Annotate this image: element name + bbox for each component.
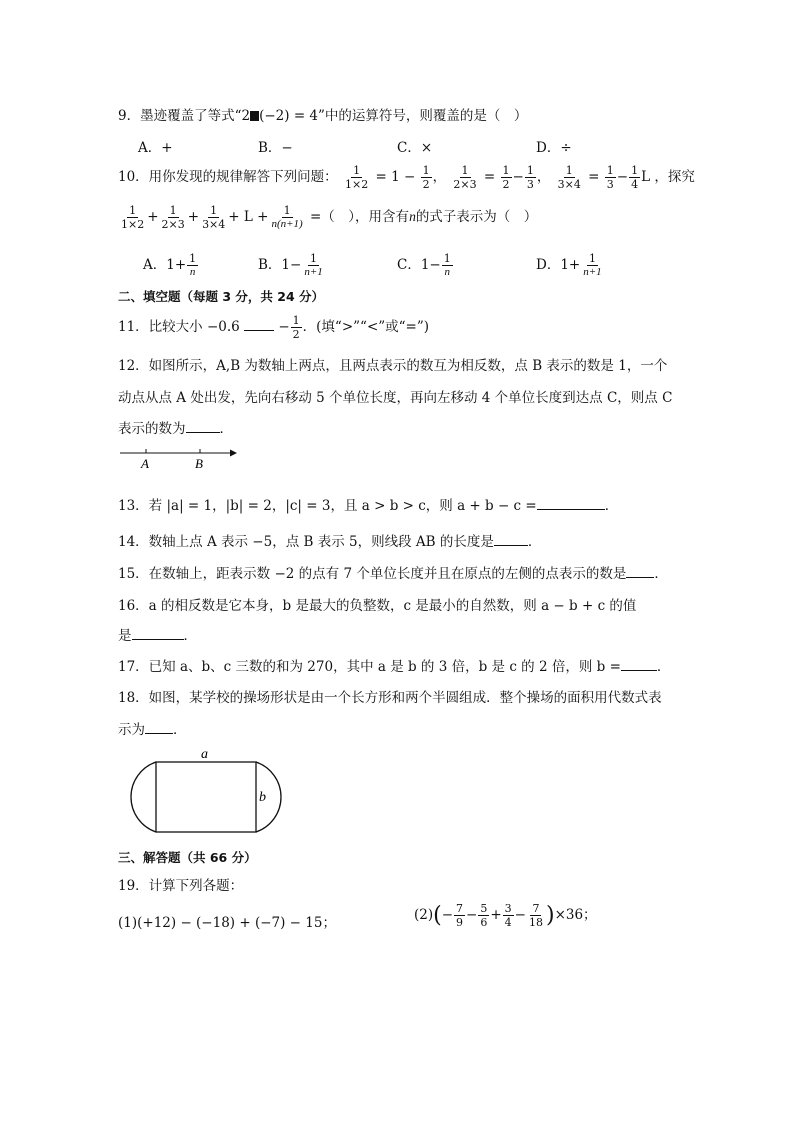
q10-stem: 10．用你发现的规律解答下列问题： bbox=[118, 169, 338, 185]
q14-end: ． bbox=[527, 534, 542, 550]
question-12-line2: 动点从点 A 处出发，先向右移动 5 个单位长度，再向左移动 4 个单位长度到达点 C，则点 C bbox=[118, 390, 673, 406]
label-b: b bbox=[259, 790, 266, 805]
fraction bbox=[343, 164, 370, 191]
math-text: − bbox=[441, 907, 454, 923]
fraction bbox=[160, 204, 187, 231]
q11-stem: 11．比较大小 −0.6 bbox=[118, 319, 245, 335]
question-16-line2 bbox=[118, 624, 197, 644]
q16-end: ． bbox=[183, 628, 197, 644]
frac-num: 1 bbox=[292, 314, 300, 327]
math-var: n bbox=[409, 209, 416, 224]
question-19-part1: (1)(+12) − (−18) + (−7) − 15； bbox=[118, 915, 336, 931]
option-prefix: A．1+ bbox=[143, 257, 187, 273]
frac-den: n+1 bbox=[304, 266, 323, 278]
option-prefix: C．1− bbox=[397, 257, 441, 273]
question-18-line1: 18．如图，某学校的操场形状是由一个长方形和两个半圆组成．整个操场的面积用代数式表 bbox=[118, 690, 662, 706]
frac-den: 2 bbox=[502, 178, 510, 191]
math-text: − bbox=[514, 907, 526, 923]
math-text: + L + bbox=[228, 209, 269, 225]
frac-den: 4 bbox=[631, 178, 639, 191]
left-semicircle bbox=[131, 762, 156, 832]
frac-num: 1 bbox=[588, 252, 596, 265]
q18-stem: 示为 bbox=[118, 722, 145, 738]
frac-num: 1 bbox=[502, 164, 510, 177]
frac-num: 1 bbox=[189, 252, 197, 265]
math-text: − bbox=[274, 319, 290, 335]
frac-num: 1 bbox=[210, 204, 218, 217]
frac-den: 1×2 bbox=[344, 178, 369, 191]
frac-num: 1 bbox=[606, 164, 614, 177]
math-text: − bbox=[512, 169, 524, 185]
frac-num: 1 bbox=[283, 204, 291, 217]
q12-stem: 表示的数为 bbox=[118, 421, 186, 437]
frac-num: 7 bbox=[456, 902, 464, 915]
question-14 bbox=[118, 530, 541, 550]
section-3-heading: 三、解答题（共 66 分） bbox=[118, 850, 257, 865]
label-a: A bbox=[141, 456, 149, 471]
frac-num: 1 bbox=[565, 164, 573, 177]
frac-num: 1 bbox=[353, 164, 361, 177]
q10-stem-c: =（ ），用含有 bbox=[310, 209, 410, 225]
frac-num: 1 bbox=[443, 252, 451, 265]
option-prefix: D．1+ bbox=[536, 257, 581, 273]
question-15 bbox=[118, 562, 668, 582]
fraction bbox=[421, 164, 432, 191]
q10-option-d bbox=[536, 252, 605, 279]
question-12-line1: 12．如图所示，A,B 为数轴上两点，且两点表示的数互为相反数，点 B 表示的数是 1，一个 bbox=[118, 358, 668, 374]
answer-blank[interactable] bbox=[132, 628, 184, 640]
frac-den: 1×2 bbox=[121, 218, 145, 231]
question-11 bbox=[118, 314, 429, 341]
fraction bbox=[269, 204, 304, 231]
math-text: = bbox=[588, 169, 600, 185]
question-9 bbox=[118, 104, 527, 124]
fraction bbox=[581, 252, 603, 279]
math-text: ×36； bbox=[554, 907, 597, 923]
frac-den: 3 bbox=[526, 178, 534, 191]
frac-den: 6 bbox=[480, 916, 488, 929]
math-text: − bbox=[466, 907, 478, 923]
fraction bbox=[501, 164, 512, 191]
q17-end: ． bbox=[656, 659, 671, 675]
q17-stem: 17．已知 a、b、c 三数的和为 270，其中 a 是 b 的 3 倍，b 是 c 的 2 倍，则 b = bbox=[118, 659, 621, 675]
fraction bbox=[451, 164, 478, 191]
question-18-line2 bbox=[118, 718, 187, 738]
q9-stem: 9．墨迹覆盖了等式“ bbox=[118, 108, 242, 124]
label-a: a bbox=[201, 747, 208, 762]
q9-option-a: A．+ bbox=[138, 140, 173, 156]
q14-stem: 14．数轴上点 A 表示 −5，点 B 表示 5，则线段 AB 的长度是 bbox=[118, 534, 494, 550]
q10-stem-b: ，探究 bbox=[654, 169, 695, 185]
question-19-part2 bbox=[414, 902, 597, 929]
math-text: + bbox=[490, 907, 502, 923]
frac-num: 1 bbox=[631, 164, 639, 177]
q15-stem: 15．在数轴上，距表示数 −2 的点有 7 个单位长度并且在原点的左侧的点表示的数是 bbox=[118, 566, 627, 582]
question-10-line2: $\frac{1}{1\times 2}$ + $\frac{1}{2\times 3}$ + $\frac{1}{3\times 4}$ + L + $\frac{1}{n(n+1)}$ =（ ），用含有n的式子表示为（ ） bbox=[121, 204, 538, 231]
fraction bbox=[119, 204, 146, 231]
q9-option-c: C．× bbox=[397, 140, 433, 156]
question-16-line1: 16．a 的相反数是它本身，b 是最大的负整数，c 是最小的自然数，则 a − b + c 的值 bbox=[118, 598, 637, 614]
frac-den: 3×4 bbox=[202, 218, 226, 231]
playground-diagram bbox=[118, 744, 296, 836]
frac-den: n bbox=[189, 266, 196, 278]
q11-tail: ．(填“>”“<”或“=”) bbox=[302, 319, 430, 335]
answer-blank[interactable] bbox=[145, 722, 173, 734]
frac-num: 1 bbox=[526, 164, 534, 177]
fraction bbox=[302, 252, 324, 279]
answer-blank[interactable] bbox=[186, 421, 220, 433]
paren-close: ) bbox=[545, 903, 555, 928]
fraction bbox=[527, 902, 545, 929]
frac-den: 3×4 bbox=[557, 178, 581, 191]
fraction bbox=[478, 902, 489, 929]
q9-expr-left: 2 bbox=[241, 108, 251, 124]
q12-end: ． bbox=[219, 421, 233, 437]
label-b: B bbox=[195, 456, 203, 471]
fraction bbox=[629, 164, 640, 191]
frac-num: 1 bbox=[169, 204, 177, 217]
paren-open: ( bbox=[433, 903, 442, 928]
q10-option-b bbox=[258, 252, 326, 279]
frac-den: 9 bbox=[456, 916, 464, 929]
fraction bbox=[605, 164, 616, 191]
frac-den: 2 bbox=[292, 328, 300, 341]
question-19-stem: 19．计算下列各题： bbox=[118, 878, 244, 894]
frac-den: 2×3 bbox=[453, 178, 477, 191]
q10-option-c bbox=[397, 252, 454, 279]
frac-den: 3 bbox=[606, 178, 614, 191]
arrow-icon bbox=[230, 450, 237, 457]
math-text: = bbox=[483, 169, 496, 185]
q9-option-d: D．÷ bbox=[536, 140, 572, 156]
fraction bbox=[187, 252, 198, 279]
frac-num: 1 bbox=[461, 164, 469, 177]
frac-den: 2 bbox=[422, 178, 430, 191]
question-12-line3 bbox=[118, 417, 233, 437]
answer-blank[interactable] bbox=[537, 498, 605, 510]
fraction bbox=[556, 164, 583, 191]
frac-den: n+1 bbox=[583, 266, 602, 278]
math-text: L bbox=[641, 169, 651, 185]
q9-option-b: B．− bbox=[258, 140, 293, 156]
q10-option-a bbox=[143, 252, 199, 279]
answer-blank[interactable] bbox=[626, 566, 654, 578]
frac-num: 1 bbox=[310, 252, 318, 265]
frac-den: n(n+1) bbox=[271, 218, 303, 230]
fraction bbox=[503, 902, 514, 929]
frac-den: 2×3 bbox=[161, 218, 185, 231]
frac-den: 4 bbox=[504, 916, 512, 929]
q13-end: ． bbox=[604, 498, 619, 514]
fraction bbox=[200, 204, 227, 231]
q9-stem-end: ”中的运算符号，则覆盖的是（ ） bbox=[318, 108, 528, 124]
answer-blank[interactable] bbox=[621, 659, 657, 671]
q18-end: ． bbox=[173, 722, 187, 738]
frac-num: 3 bbox=[504, 902, 512, 915]
answer-blank[interactable] bbox=[494, 534, 528, 546]
question-17 bbox=[118, 655, 670, 675]
fraction bbox=[442, 252, 453, 279]
question-13 bbox=[118, 494, 618, 514]
frac-num: 7 bbox=[532, 902, 540, 915]
q13-stem: 13．若 |a| = 1，|b| = 2，|c| = 3，且 a > b > c，则 a + b − c = bbox=[118, 498, 537, 514]
frac-num: 1 bbox=[129, 204, 137, 217]
frac-num: 1 bbox=[422, 164, 430, 177]
math-text: = 1 − bbox=[375, 169, 416, 185]
q9-expr-right: (−2) = 4 bbox=[259, 108, 319, 124]
q15-end: ． bbox=[654, 566, 668, 582]
number-line-diagram bbox=[118, 442, 243, 472]
question-10-line1: 10．用你发现的规律解答下列问题： $\frac{1}{1\times 2}$ = 1 − $\frac{1}{2}$ ， $\frac{1}{2\times 3}$ = $\frac{1}{2}$ − $\frac{1}{3}$ ， $\frac{1}{3\times 4}$ = $\frac{1}{3}$ − $\frac{1}{4}$ L ，探究 bbox=[118, 164, 695, 191]
q16-stem: 是 bbox=[118, 628, 132, 644]
option-prefix: B．1− bbox=[258, 257, 302, 273]
frac-den: n bbox=[444, 266, 450, 278]
q10-stem-d: 的式子表示为（ ） bbox=[415, 209, 538, 225]
ink-blot-icon bbox=[250, 111, 259, 121]
fraction bbox=[454, 902, 465, 929]
answer-blank[interactable] bbox=[244, 319, 274, 331]
fraction bbox=[291, 314, 302, 341]
fraction bbox=[525, 164, 536, 191]
part-label: (2) bbox=[414, 907, 434, 923]
frac-num: 5 bbox=[480, 902, 488, 915]
frac-den: 18 bbox=[528, 916, 543, 929]
section-2-heading: 二、填空题（每题 3 分，共 24 分） bbox=[118, 289, 325, 304]
rectangle bbox=[156, 762, 256, 832]
math-text: − bbox=[616, 169, 629, 185]
